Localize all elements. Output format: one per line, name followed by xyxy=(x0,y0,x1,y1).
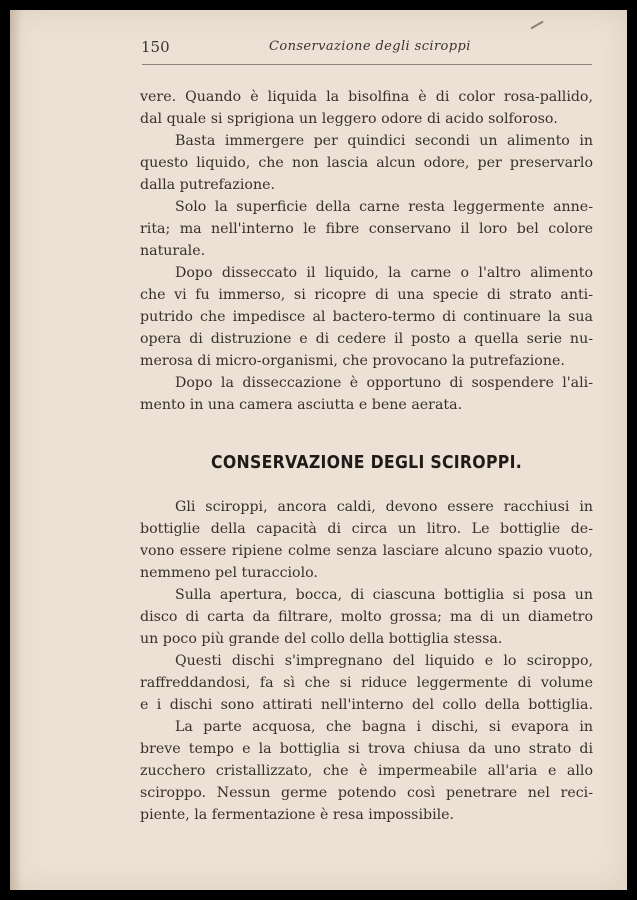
pencil-mark xyxy=(530,21,543,30)
header-rule xyxy=(142,64,592,65)
book-page xyxy=(10,10,627,890)
text-line: Questi dischi s'impregnano del liquido e lo sciroppo, xyxy=(175,653,593,669)
text-line: naturale. xyxy=(140,243,206,259)
text-line: Dopo disseccato il liquido, la carne o l'altro alimento xyxy=(175,265,593,281)
page-gutter-shadow xyxy=(10,10,22,890)
text-line: Dopo la disseccazione è opportuno di sospendere l'ali- xyxy=(175,375,593,391)
section-2-text xyxy=(140,496,593,826)
text-line: Solo la superficie della carne resta leggermente anne- xyxy=(175,199,593,215)
section-heading: CONSERVAZIONE DEGLI SCIROPPI. xyxy=(211,453,522,473)
text-line: sciroppo. Nessun germe potendo così penetrare nel reci- xyxy=(140,785,593,801)
text-line: bottiglie della capacità di circa un litro. Le bottiglie de- xyxy=(140,521,593,537)
text-line: La parte acquosa, che bagna i dischi, si evapora in xyxy=(175,719,593,735)
text-line: questo liquido, che non lascia alcun odore, per preservarlo xyxy=(140,155,593,171)
text-line: nemmeno pel turacciolo. xyxy=(140,565,318,581)
text-line: opera di distruzione e di cedere il posto a quella serie nu- xyxy=(140,331,593,347)
page-number: 150 xyxy=(141,38,170,56)
text-line: disco di carta da filtrare, molto grossa; ma di un diametro xyxy=(140,609,593,625)
running-title: Conservazione degli sciroppi xyxy=(269,39,471,54)
section-1-text xyxy=(140,86,593,416)
text-line: breve tempo e la bottiglia si trova chiusa da uno strato di xyxy=(140,741,593,757)
text-line: putrido che impedisce al bactero-termo di continuare la sua xyxy=(140,309,593,325)
text-line: zucchero cristallizzato, che è impermeabile all'aria e allo xyxy=(140,763,593,779)
text-line: Gli sciroppi, ancora caldi, devono essere racchiusi in xyxy=(175,499,593,515)
text-line: piente, la fermentazione è resa impossibile. xyxy=(140,807,455,823)
text-line: vere. Quando è liquida la bisolfina è di color rosa-pallido, xyxy=(140,89,593,105)
text-line: Basta immergere per quindici secondi un alimento in xyxy=(175,133,593,149)
text-line: merosa di micro-organismi, che provocano la putrefazione. xyxy=(140,353,565,369)
text-line: un poco più grande del collo della bottiglia stessa. xyxy=(140,631,503,647)
text-line: mento in una camera asciutta e bene aerata. xyxy=(140,397,463,413)
text-line: rita; ma nell'interno le fibre conservano il loro bel colore xyxy=(140,221,593,237)
text-line: dal quale si sprigiona un leggero odore di acido solforoso. xyxy=(140,111,558,127)
text-line: e i dischi sono attirati nell'interno del collo della bottiglia. xyxy=(140,697,593,713)
text-line: che vi fu immerso, si ricopre di una specie di strato anti- xyxy=(140,287,593,303)
text-line: vono essere ripiene colme senza lasciare alcuno spazio vuoto, xyxy=(140,543,593,559)
text-line: Sulla apertura, bocca, di ciascuna bottiglia si posa un xyxy=(175,587,593,603)
page-header xyxy=(141,38,593,62)
text-line: dalla putrefazione. xyxy=(140,177,275,193)
text-line: raffreddandosi, fa sì che si riduce leggermente di volume xyxy=(140,675,593,691)
